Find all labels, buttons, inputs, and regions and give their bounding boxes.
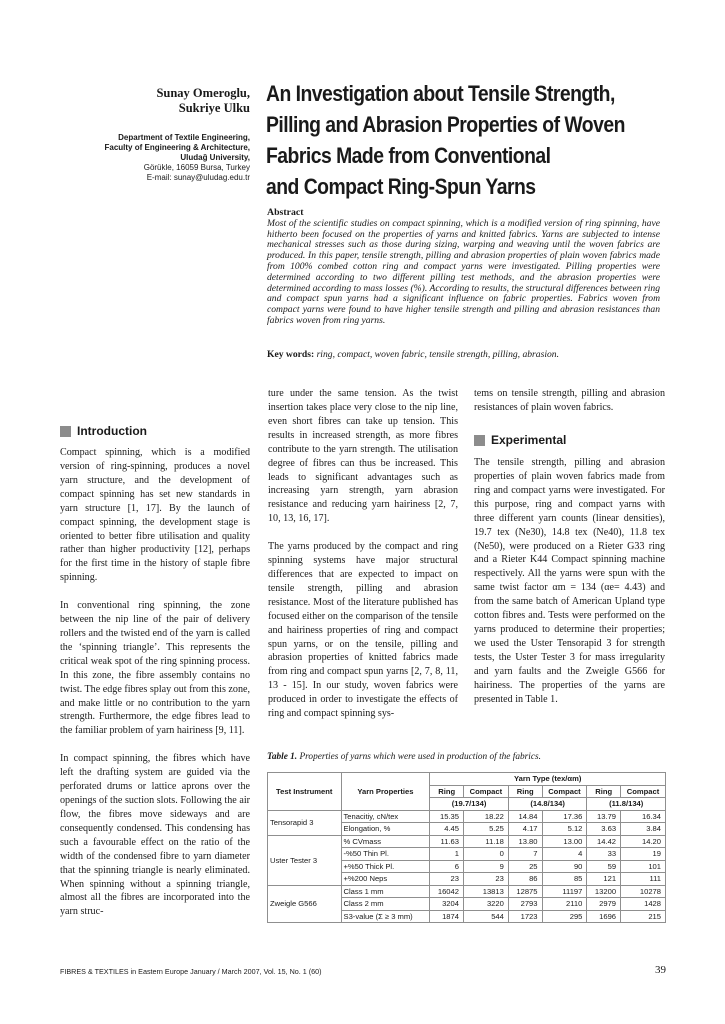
table-value-cell: 19 xyxy=(621,848,666,861)
table-value-cell: 1696 xyxy=(587,910,621,923)
table-row xyxy=(268,810,666,823)
table-property-cell: Class 1 mm xyxy=(341,885,430,898)
table-value-cell: 1874 xyxy=(430,910,464,923)
table-value-cell: 25 xyxy=(508,860,542,873)
table-instrument-cell: Zweigle G566 xyxy=(268,885,342,923)
table-instrument-cell: Tensorapid 3 xyxy=(268,810,342,835)
table-property-cell: S3-value (Σ ≥ 3 mm) xyxy=(341,910,430,923)
table-subheader: Compact xyxy=(463,785,508,798)
table-value-cell: 17.36 xyxy=(542,810,587,823)
table-value-cell: 1428 xyxy=(621,898,666,911)
table-value-cell: 14.42 xyxy=(587,835,621,848)
table-subheader: Compact xyxy=(621,785,666,798)
table-group-header: (11.8/134) xyxy=(587,798,666,811)
table-row xyxy=(268,885,666,898)
table-subheader: Ring xyxy=(587,785,621,798)
table-value-cell: 85 xyxy=(542,873,587,886)
abstract xyxy=(267,208,660,327)
table-value-cell: 544 xyxy=(463,910,508,923)
table-value-cell: 23 xyxy=(430,873,464,886)
keywords-label: Key words: xyxy=(267,349,315,360)
abstract-heading: Abstract xyxy=(267,207,304,218)
table-value-cell: 15.35 xyxy=(430,810,464,823)
title-line: Pilling and Abrasion Properties of Woven xyxy=(266,112,625,137)
body-paragraph: ture under the same tension. As the twist insertion takes place very close to the nip line, even short fibres can take up tension. This results in increased strength, as more fibres contribute to the yarn strength. The utilisation degree of fibres can thus be increased. This leads to significant advantages such as increasing yarn strength, yarn abrasion resistance and reducing yarn hairiness [2, 7, 10, 13, 16, 17]. xyxy=(268,388,458,525)
introduction-heading xyxy=(60,424,147,438)
table-value-cell: 13.80 xyxy=(508,835,542,848)
table-value-cell: 18.22 xyxy=(463,810,508,823)
affiliation-dept: Department of Textile Engineering, xyxy=(118,133,250,142)
table-value-cell: 0 xyxy=(463,848,508,861)
table-value-cell: 10278 xyxy=(621,885,666,898)
table-property-cell: -%50 Thin Pl. xyxy=(341,848,430,861)
table-subheader: Ring xyxy=(430,785,464,798)
table-value-cell: 13.00 xyxy=(542,835,587,848)
table-value-cell: 16042 xyxy=(430,885,464,898)
table-property-cell: Class 2 mm xyxy=(341,898,430,911)
table-value-cell: 295 xyxy=(542,910,587,923)
experimental-body xyxy=(474,456,665,720)
table-value-cell: 13200 xyxy=(587,885,621,898)
table-value-cell: 111 xyxy=(621,873,666,886)
table-value-cell: 101 xyxy=(621,860,666,873)
body-paragraph: tems on tensile strength, pilling and abrasion resistances of plain woven fabrics. xyxy=(474,388,665,413)
author-names xyxy=(60,86,250,116)
intro-paragraph: Compact spinning, which is a modified version of ring-spinning, produces a novel yarn structure, and the development of compact spinning has set new standards in yarn structure [1, 17]. By the launch of compact spinning, the development stage is oriented to better fibre utilisation and quality rather than higher productivity [12], perhaps for the first time in the history of staple fibre spinning. xyxy=(60,447,250,584)
table-value-cell: 1723 xyxy=(508,910,542,923)
affiliation-address: Görükle, 16059 Bursa, Turkey xyxy=(143,163,250,172)
table-property-cell: +%200 Neps xyxy=(341,873,430,886)
experimental-heading-text: Experimental xyxy=(491,433,567,447)
keywords-text: ring, compact, woven fabric, tensile strength, pilling, abrasion. xyxy=(316,349,559,360)
table-caption xyxy=(267,752,667,762)
table-value-cell: 14.20 xyxy=(621,835,666,848)
table-property-cell: Tenacitiy, cN/tex xyxy=(341,810,430,823)
intro-paragraph: In compact spinning, the fibres which have left the drafting system are guided via the perforated drums or lattice aprons over the openings of the suction slots. Following the air flow, the fibres move sideways and are consequently condensed. This condensing has such a favourable effect on the ratio of the width of the condensed fibre to yarn diameter that the spinning triangle is nearly eliminated. When spinning without a spinning triangle, almost all the fibres are incorporated into the yarn struc- xyxy=(60,753,250,918)
keywords xyxy=(267,349,660,360)
table-value-cell: 12875 xyxy=(508,885,542,898)
table-row xyxy=(268,835,666,848)
table-header-properties: Yarn Properties xyxy=(341,773,430,811)
journal-footer: FIBRES & TEXTILES in Eastern Europe January / March 2007, Vol. 15, No. 1 (60) xyxy=(60,967,322,976)
table-value-cell: 33 xyxy=(587,848,621,861)
column-3 xyxy=(474,387,665,429)
table-caption-text: Properties of yarns which were used in production of the fabrics. xyxy=(299,752,541,762)
yarn-properties-table xyxy=(267,772,666,923)
table-value-cell: 2110 xyxy=(542,898,587,911)
table-value-cell: 13.79 xyxy=(587,810,621,823)
table-subheader: Ring xyxy=(508,785,542,798)
abstract-text: Most of the scientific studies on compact spinning, which is a modified version of ring spinning, have hitherto been focused on the properties of yarns and knitted fabrics. Yarns are subjected to intense mechanical stresses such as those during sizing, warping and weaving until the woven fabrics are produced. In this paper, tensile strength, pilling and abrasion properties of plain woven fabrics made from 100% combed cotton ring and compact yarns were investigated. Pilling properties were determined according to two different pilling test methods, and the abrasion properties were determined according to mass losses (%). According to results, the structural differences between ring and compact spun yarns had a significant influence on fabric properties. Fabrics woven from compact yarns were found to have higher tensile strength and pilling and abrasion resistances than fabrics woven from ring yarns. xyxy=(267,217,660,326)
table-value-cell: 11197 xyxy=(542,885,587,898)
table-caption-label: Table 1. xyxy=(267,752,298,762)
author-2: Sukriye Ulku xyxy=(178,101,250,115)
table-property-cell: % CVmass xyxy=(341,835,430,848)
table-property-cell: Elongation, % xyxy=(341,823,430,836)
affiliation-university: Uludağ University, xyxy=(180,153,250,162)
table-value-cell: 90 xyxy=(542,860,587,873)
affiliation xyxy=(60,133,250,183)
table-value-cell: 9 xyxy=(463,860,508,873)
table-value-cell: 4 xyxy=(542,848,587,861)
table-header-instrument: Test Instrument xyxy=(268,773,342,811)
intro-paragraph: In conventional ring spinning, the zone between the nip line of the pair of delivery rollers and the twisted end of the yarn is called the ‘spinning triangle’. This represents the critical weak spot of the ring spinning process. In this zone, the fibre assembly contains no twist. The edge fibres splay out from this zone, and make little or no contribution to the yarn strength. Furthermore, the edge fibres lead to the familiar problem of yarn hairiness [9, 11]. xyxy=(60,600,250,737)
column-2 xyxy=(268,387,458,735)
table-value-cell: 13813 xyxy=(463,885,508,898)
table-value-cell: 86 xyxy=(508,873,542,886)
introduction-heading-text: Introduction xyxy=(77,424,147,438)
table-header-yarn-type: Yarn Type (tex/αm) xyxy=(430,773,666,786)
table-value-cell: 3.63 xyxy=(587,823,621,836)
experimental-paragraph: The tensile strength, pilling and abrasion properties of plain woven fabrics made from ring and compact yarns were investigated. For this purpose, ring and compact yarns with three different yarn counts (linear densities), 19.7 tex (Ne30), 14.8 tex (Ne40), 11.8 tex (Ne50), were produced on a Rieter G33 ring and a Rieter K44 Compact spinning machine respectively. All the yarns were spun with the same twist factor αm = 134 (αe= 4.43) and from the same batch of American Upland type cotton fibres and. Tests were performed on the yarns produced to determine their properties; we used the Uster Tensorapid 3 for strength tests, the Uster Tester 3 for mass irregularity and yarn faults and the Zweigle G566 for hairiness. The properties of the yarns are presented in Table 1. xyxy=(474,457,665,705)
table-value-cell: 5.12 xyxy=(542,823,587,836)
title-line: and Compact Ring-Spun Yarns xyxy=(266,174,536,199)
section-square-icon xyxy=(474,435,485,446)
author-1: Sunay Omeroglu, xyxy=(156,86,250,100)
column-1 xyxy=(60,446,250,933)
table-value-cell: 3204 xyxy=(430,898,464,911)
table-value-cell: 3220 xyxy=(463,898,508,911)
table-value-cell: 2979 xyxy=(587,898,621,911)
table-value-cell: 16.34 xyxy=(621,810,666,823)
body-paragraph: The yarns produced by the compact and ring spinning systems have major structural differences that are expected to impact on tensile strength, pilling and abrasion resistance. Most of the literature published has focused either on the comparison of the tensile and hairiness properties of ring and compact spun yarns, or on the tensile, pilling and abrasion properties of knitted fabrics made from ring and compact spun yarns [2, 7, 8, 11, 13 - 15]. In our study, woven fabrics were produced in order to investigate the effects of ring and compact spinning sys- xyxy=(268,541,458,720)
title-line: Fabrics Made from Conventional xyxy=(266,143,551,168)
table-value-cell: 11.63 xyxy=(430,835,464,848)
table-property-cell: +%50 Thick Pl. xyxy=(341,860,430,873)
paper-title xyxy=(266,78,627,202)
table-value-cell: 59 xyxy=(587,860,621,873)
table-value-cell: 14.84 xyxy=(508,810,542,823)
table-value-cell: 3.84 xyxy=(621,823,666,836)
table-value-cell: 4.45 xyxy=(430,823,464,836)
table-value-cell: 2793 xyxy=(508,898,542,911)
affiliation-faculty: Faculty of Engineering & Architecture, xyxy=(104,143,250,152)
table-value-cell: 121 xyxy=(587,873,621,886)
affiliation-email: E-mail: sunay@uludag.edu.tr xyxy=(146,173,250,182)
experimental-heading xyxy=(474,433,566,447)
table-value-cell: 215 xyxy=(621,910,666,923)
section-square-icon xyxy=(60,426,71,437)
table-value-cell: 4.17 xyxy=(508,823,542,836)
table-value-cell: 5.25 xyxy=(463,823,508,836)
table-subheader: Compact xyxy=(542,785,587,798)
table-value-cell: 1 xyxy=(430,848,464,861)
table-value-cell: 6 xyxy=(430,860,464,873)
table-value-cell: 23 xyxy=(463,873,508,886)
table-value-cell: 11.18 xyxy=(463,835,508,848)
table-value-cell: 7 xyxy=(508,848,542,861)
table-instrument-cell: Uster Tester 3 xyxy=(268,835,342,885)
table-group-header: (14.8/134) xyxy=(508,798,587,811)
page-number: 39 xyxy=(655,964,666,976)
title-line: An Investigation about Tensile Strength, xyxy=(266,81,615,106)
table-group-header: (19.7/134) xyxy=(430,798,509,811)
